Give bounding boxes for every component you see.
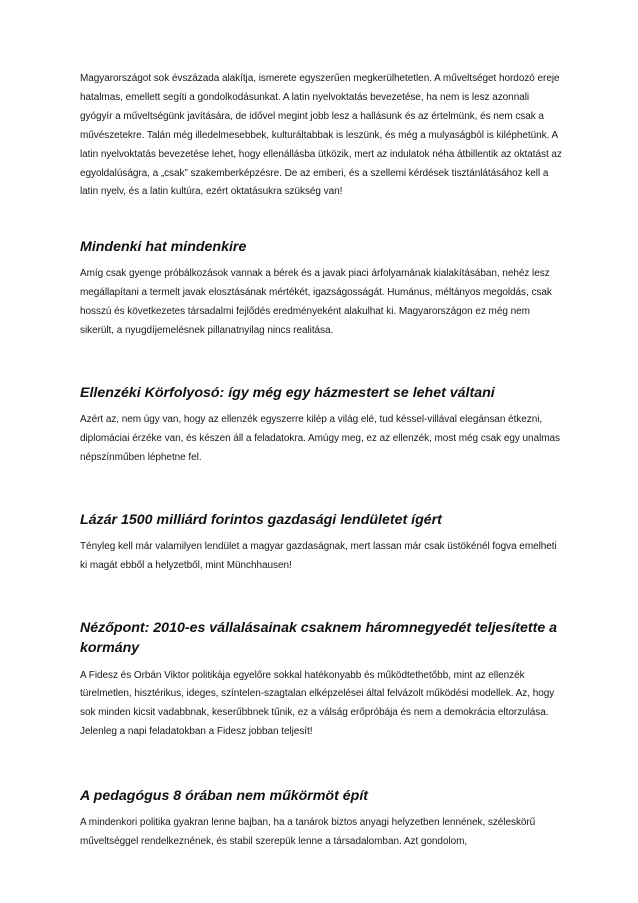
paragraph-pedagogus-8-oraban: A mindenkori politika gyakran lenne bajban, ha a tanárok biztos anyagi helyzetben lennének, széleskörű műveltséggel rendelkeznének, és stabil szerepük lenne a társadalomban. Azt gondolom, xyxy=(80,817,536,848)
intro-paragraph: Magyarországot sok évszázada alakítja, ismerete egyszerűen megkerülhetetlen. A műveltséget hordozó ereje hatalmas, emellett segíti a gondolkodásunkat. A latin nyelvoktatás bevezetése, ha nem is lesz azonnali gyógyír a műveltségünk javítására, de idővel megint jobb lesz a hallásunk és az értelmünk, és nem csak a művészetekre. Talán még illedelmesebbek, kulturáltabbak is leszünk, és még a mulyaságból is kiléphetünk. A latin nyelvoktatás bevezetése lehet, hogy ellenállásba ütközik, mert az indulatok néha átbillentik az oktatást az egyoldalúságra, a „csak” szakemberképzésre. De az emberi, és a szellemi kérdések tisztánlátásához kell a latin nyelv, és a latin kultúra, ezért oktatásukra szükség van! xyxy=(80,73,562,198)
document-body xyxy=(80,70,564,852)
paragraph-lazar-1500-milliard: Tényleg kell már valamilyen lendület a magyar gazdaságnak, mert lassan már csak üstökénél fogva emelheti ki magát ebből a helyzetből, mint Münchhausen! xyxy=(80,540,557,571)
paragraph-mindenki-hat-mindenkire: Amíg csak gyenge próbálkozások vannak a bérek és a javak piaci árfolyamának kialakításában, nehéz lesz megállapítani a termelt javak elosztásának mértékét, igazságosságát. Humánus, méltányos megoldás, csak hosszú és következetes társadalmi fejlődés eredményeként alakulhat ki. Magyarországon ez még nem sikerült, a nyugdíjemelésnek pillanatnyilag nincs realitása. xyxy=(80,268,552,337)
paragraph-ellenzeki-korfolyoso: Azért az, nem úgy van, hogy az ellenzék egyszerre kilép a világ elé, tud késsel-villával elegánsan étkezni, diplomáciai érzéke van, és készen áll a feladatokra. Amúgy meg, ez az ellenzék, most még csak egy unalmas népszínműben léphetne fel. xyxy=(80,413,560,463)
heading-pedagogus-8-oraban: A pedagógus 8 órában nem műkörmöt épít xyxy=(80,788,368,805)
paragraph-nezopont-2010: A Fidesz és Orbán Viktor politikája egyelőre sokkal hatékonyabb és működtethetőbb, mint az ellenzék türelmetlen, hisztérikus, ideges, színtelen-szagtalan elképzelései által felvázolt működési modellek. Az, hogy sok minden kicsit vadabbnak, keserűbbnek tűnik, ez a válság erőpróbája és nem a demokrácia eltorzulása. Jelenleg a napi feladatokban a Fidesz jobban teljesít! xyxy=(80,669,555,738)
heading-nezopont-2010: Nézőpont: 2010-es vállalásainak csaknem háromnegyedét teljesítette a kormány xyxy=(80,619,558,656)
heading-mindenki-hat-mindenkire: Mindenki hat mindenkire xyxy=(80,239,247,256)
heading-lazar-1500-milliard: Lázár 1500 milliárd forintos gazdasági lendületet ígért xyxy=(80,511,442,528)
heading-ellenzeki-korfolyoso: Ellenzéki Körfolyosó: így még egy házmestert se lehet váltani xyxy=(80,384,495,401)
